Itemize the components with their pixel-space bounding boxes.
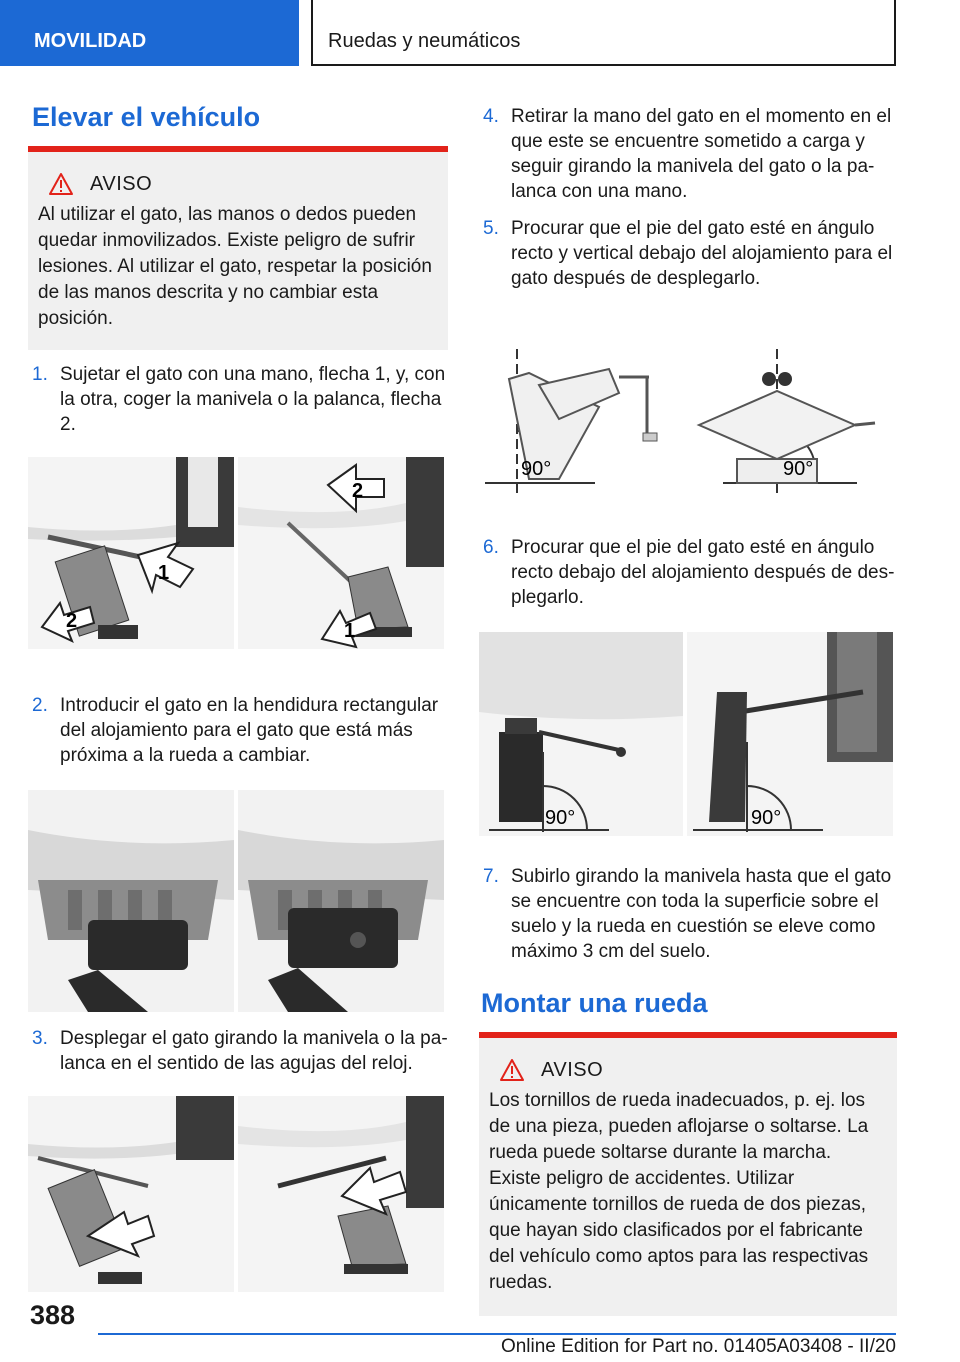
arrow-label: 2 <box>352 480 364 502</box>
step-text: Desplegar el gato girando la manivela o la palanca en el sentido de las agujas del reloj. <box>60 1028 448 1074</box>
step-6 <box>479 535 897 610</box>
figure-jack-unfold <box>28 1096 448 1292</box>
jack-angle-photo-left <box>479 632 683 836</box>
step-number: 1. <box>32 364 48 385</box>
step-text: Procurar que el pie del gato esté en ángulo recto debajo del alojamiento después de desplegarlo. <box>511 537 895 608</box>
jack-insert-image-right <box>238 790 444 1012</box>
footer-rule <box>98 1333 896 1335</box>
section-title-elevar: Elevar el vehículo <box>32 102 261 132</box>
jack-unfold-image-right <box>238 1096 444 1292</box>
warning-label: AVISO <box>541 1059 604 1081</box>
step-text: Sujetar el gato con una mano, flecha 1, y, con la otra, coger la manivela o la palanca, flecha 2. <box>60 364 446 435</box>
figure-jack-angle-photo <box>479 632 897 836</box>
arrow-label: 1 <box>344 620 356 642</box>
footer-edition: Online Edition for Part no. 01405A03408 - II/20 <box>500 1336 896 1357</box>
page-header <box>0 0 960 66</box>
step-1 <box>28 362 448 437</box>
arrow-label: 1 <box>158 562 170 584</box>
warning-box <box>479 1038 897 1316</box>
step-number: 6. <box>483 537 499 558</box>
arrow-label: 2 <box>66 610 78 632</box>
step-number: 7. <box>483 866 499 887</box>
jack-insert-image-left <box>28 790 234 1012</box>
jack-angle-photo-right <box>687 632 893 836</box>
jack-hold-image-left <box>28 457 234 649</box>
step-text: Retirar la mano del gato en el momento en el que este se encuentre sometido a carga y seguir girando la manivela del gato o la palanca con una mano. <box>511 106 892 202</box>
step-5 <box>479 216 897 291</box>
jack-hold-image-right <box>238 457 444 649</box>
step-7 <box>479 864 897 964</box>
warning-triangle-icon <box>499 1058 525 1082</box>
step-number: 3. <box>32 1028 48 1049</box>
warning-text: Al utilizar el gato, las manos o dedos pueden quedar inmovilizados. Existe peligro de sufrir lesiones. Al utilizar el gato, respetar la posición de las manos descrita y no cambiar esta posición. <box>38 204 432 329</box>
step-number: 2. <box>32 695 48 716</box>
section-title-montar: Montar una rueda <box>481 988 708 1018</box>
warning-text: Los tornillos de rueda inadecuados, p. ej. los de una pieza, pueden aflojarse o soltarse. La rueda puede soltarse durante la marcha. Existe peligro de accidentes. Utilizar únicamente tornillos de rueda de dos piezas, que hayan sido clasificados por el fabricante del vehículo como aptos para las respectivas ruedas. <box>489 1090 869 1293</box>
step-text: Introducir el gato en la hendidura rectangular del alojamiento para el gato que está más próxima a la rueda a cambiar. <box>60 695 439 766</box>
figure-jack-insert <box>28 790 448 1012</box>
page-number: 388 <box>30 1300 76 1330</box>
step-text: Subirlo girando la manivela hasta que el gato se encuentre con toda la superficie sobre el suelo y la rueda en cuestión se eleve como máximo 3 cm del suelo. <box>511 866 892 962</box>
warning-label: AVISO <box>90 173 153 195</box>
warning-box <box>28 152 448 350</box>
step-2 <box>28 693 448 768</box>
step-text: Procurar que el pie del gato esté en ángulo recto y vertical debajo del alojamiento para el gato después de desplegarlo. <box>511 218 893 289</box>
step-number: 5. <box>483 218 499 239</box>
step-number: 4. <box>483 106 499 127</box>
figure-jack-hold <box>28 457 448 649</box>
section-tab: MOVILIDAD <box>0 0 299 66</box>
left-column <box>28 100 448 1292</box>
warning-triangle-icon <box>48 172 74 196</box>
angle-label: 90° <box>751 807 782 829</box>
chapter-tab: Ruedas y neumáticos <box>311 0 896 66</box>
angle-label: 90° <box>521 458 552 480</box>
step-3 <box>28 1026 448 1076</box>
jack-unfold-image-left <box>28 1096 234 1292</box>
figure-jack-angle-diagram <box>479 349 897 499</box>
step-4 <box>479 104 897 204</box>
angle-label: 90° <box>545 807 576 829</box>
right-column <box>479 100 897 1316</box>
angle-label: 90° <box>783 458 814 480</box>
